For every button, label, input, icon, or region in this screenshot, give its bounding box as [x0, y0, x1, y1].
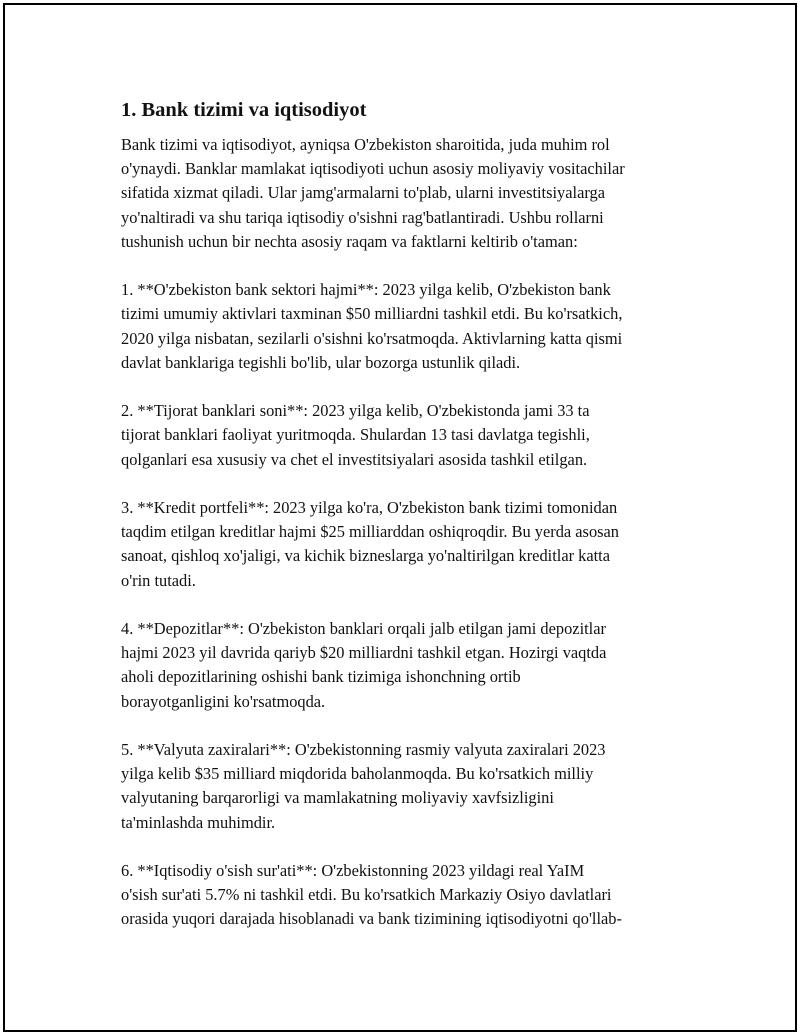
list-item-deposits: [121, 617, 701, 714]
text-line: tushunish uchun bir nechta asosiy raqam va faktlarni keltirib o'taman:: [121, 231, 578, 251]
page-frame: [3, 3, 797, 1032]
text-line: 3. **Kredit portfeli**: 2023 yilga ko'ra, O'zbekiston bank tizimi tomonidan: [121, 498, 618, 517]
text-line: aholi depozitlarining oshishi bank tizimiga ishonchning ortib: [121, 667, 521, 687]
text-line: Bank tizimi va iqtisodiyot, ayniqsa O'zbekiston sharoitida, juda muhim rol: [121, 135, 610, 154]
text-line: 6. **Iqtisodiy o'sish sur'ati**: O'zbekistonning 2023 yildagi real YaIM: [121, 861, 585, 880]
text-line: o'ynaydi. Banklar mamlakat iqtisodiyoti uchun asosiy moliyaviy vositachilar: [121, 159, 625, 179]
text-line: sifatida xizmat qiladi. Ular jamg'armalarni to'plab, ularni investitsiyalarga: [121, 183, 605, 203]
list-item-credit-portfolio: [121, 496, 701, 593]
text-line: o'rin tutadi.: [121, 570, 196, 590]
intro-paragraph: [121, 133, 701, 254]
document-body: [121, 97, 701, 956]
text-line: 4. **Depozitlar**: O'zbekiston banklari orqali jalb etilgan jami depozitlar: [121, 619, 606, 638]
text-line: tijorat banklari faoliyat yuritmoqda. Shulardan 13 tasi davlatga tegishli,: [121, 425, 590, 445]
text-line: orasida yuqori darajada hisoblanadi va bank tizimining iqtisodiyotni qo'llab-: [121, 909, 622, 929]
text-line: qolganlari esa xususiy va chet el investitsiyalari asosida tashkil etilgan.: [121, 449, 588, 469]
text-line: 2020 yilga nisbatan, sezilarli o'sishni ko'rsatmoqda. Aktivlarning katta qismi: [121, 328, 623, 348]
text-line: ta'minlashda muhimdir.: [121, 812, 276, 832]
text-line: yo'naltiradi va shu tariqa iqtisodiy o'sishni rag'batlantiradi. Ushbu rollarni: [121, 207, 604, 227]
list-item-currency-reserves: [121, 738, 701, 835]
text-line: 1. **O'zbekiston bank sektori hajmi**: 2023 yilga kelib, O'zbekiston bank: [121, 280, 611, 300]
text-line: sanoat, qishloq xo'jaligi, va kichik bizneslarga yo'naltirilgan kreditlar katta: [121, 546, 610, 566]
text-line: davlat banklariga tegishli bo'lib, ular bozorga ustunlik qiladi.: [121, 352, 521, 372]
text-line: tizimi umumiy aktivlari taxminan $50 milliardni tashkil etdi. Bu ko'rsatkich,: [121, 304, 623, 324]
list-item-commercial-banks: [121, 399, 701, 472]
text-line: 2. **Tijorat banklari soni**: 2023 yilga kelib, O'zbekistonda jami 33 ta: [121, 401, 590, 421]
section-heading: 1. Bank tizimi va iqtisodiyot: [121, 99, 367, 121]
list-item-bank-sector-size: [121, 278, 701, 375]
text-line: hajmi 2023 yil davrida qariyb $20 milliardni tashkil etgan. Hozirgi vaqtda: [121, 643, 607, 663]
text-line: o'sish sur'ati 5.7% ni tashkil etdi. Bu ko'rsatkich Markaziy Osiyo davlatlari: [121, 885, 612, 905]
text-line: 5. **Valyuta zaxiralari**: O'zbekistonning rasmiy valyuta zaxiralari 2023: [121, 740, 606, 759]
text-line: borayotganligini ko'rsatmoqda.: [121, 691, 326, 711]
text-line: taqdim etilgan kreditlar hajmi $25 milliarddan oshiqroqdir. Bu yerda asosan: [121, 522, 619, 542]
text-line: valyutaning barqarorligi va mamlakatning moliyaviy xavfsizligini: [121, 788, 554, 808]
text-line: yilga kelib $35 milliard miqdorida baholanmoqda. Bu ko'rsatkich milliy: [121, 764, 594, 784]
list-item-economic-growth: [121, 859, 701, 932]
